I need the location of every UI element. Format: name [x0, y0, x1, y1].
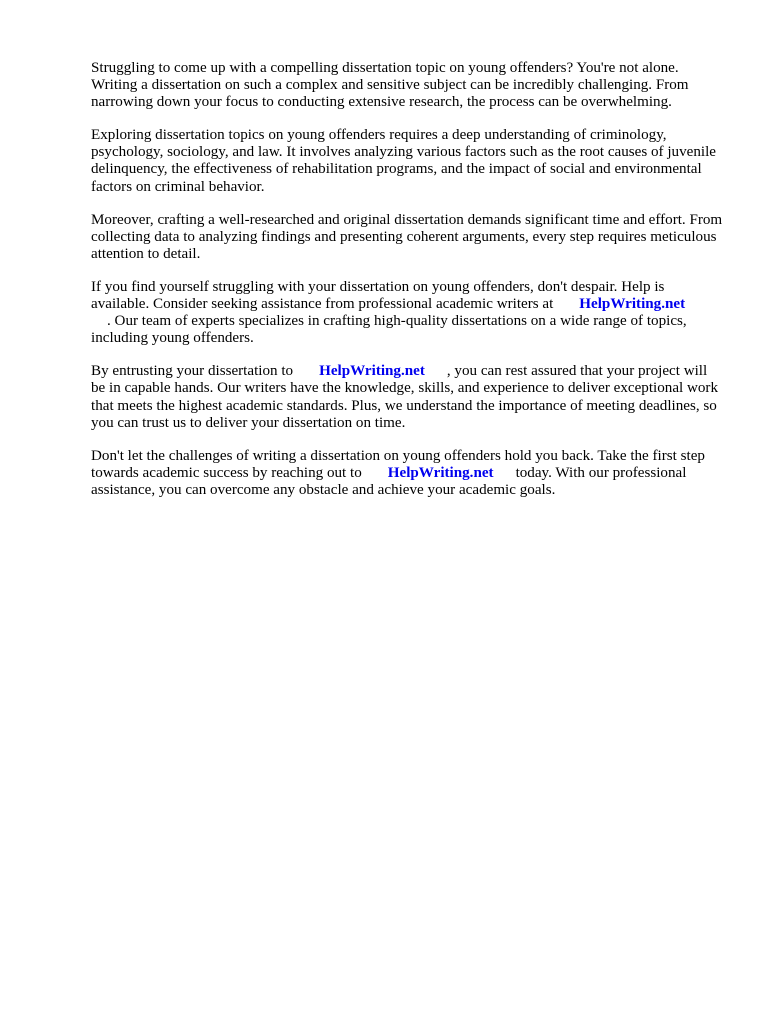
paragraph-seeking-help-text-start: If you find yourself struggling with your dissertation on young offenders, don't despair. Help is available. Consider seeking assistance from professional academic writers at [91, 278, 665, 313]
helpwriting-link-3[interactable]: HelpWriting.net [387, 464, 494, 481]
paragraph-closing-text-end: today. With our professional assistance, you can overcome any obstacle and achieve your academic goals. [91, 464, 687, 498]
paragraph-entrusting [91, 363, 723, 431]
paragraph-entrusting-text-end: , you can rest assured that your project will be in capable hands. Our writers have the knowledge, skills, and experience to deliver exceptional work that meets the highest academic standards. Plus, we understand the importance of meeting deadlines, so you can trust us to deliver your dissertation on time. [91, 363, 719, 431]
paragraph-intro: Struggling to come up with a compelling dissertation topic on young offenders? You're not alone. Writing a dissertation on such a complex and sensitive subject can be incredibly challenging. From narrowing down your focus to conducting extensive research, the process can be overwhelming. [91, 60, 689, 111]
paragraph-seeking-help [91, 279, 723, 347]
document-body [91, 60, 723, 515]
paragraph-crafting: Moreover, crafting a well-researched and original dissertation demands significant time and effort. From collecting data to analyzing findings and presenting coherent arguments, every step requires meticulous attention to detail. [91, 211, 723, 262]
paragraph-seeking-help-text-end: . Our team of experts specializes in crafting high-quality dissertations on a wide range of topics, including young offenders. [91, 313, 687, 347]
paragraph-closing [91, 448, 723, 499]
paragraph-closing-text-start: Don't let the challenges of writing a dissertation on young offenders hold you back. Take the first step towards academic success by reaching out to [91, 447, 705, 481]
helpwriting-link-2[interactable]: HelpWriting.net [319, 363, 425, 380]
helpwriting-link-1[interactable]: HelpWriting.net [579, 296, 686, 313]
paragraph-entrusting-text-start: By entrusting your dissertation to [91, 363, 294, 380]
paragraph-exploring-topics: Exploring dissertation topics on young offenders requires a deep understanding of criminology, psychology, sociology, and law. It involves analyzing various factors such as the root causes of juvenile delinquency, the effectiveness of rehabilitation programs, and the impact of social and environmental factors on criminal behavior. [91, 127, 716, 195]
